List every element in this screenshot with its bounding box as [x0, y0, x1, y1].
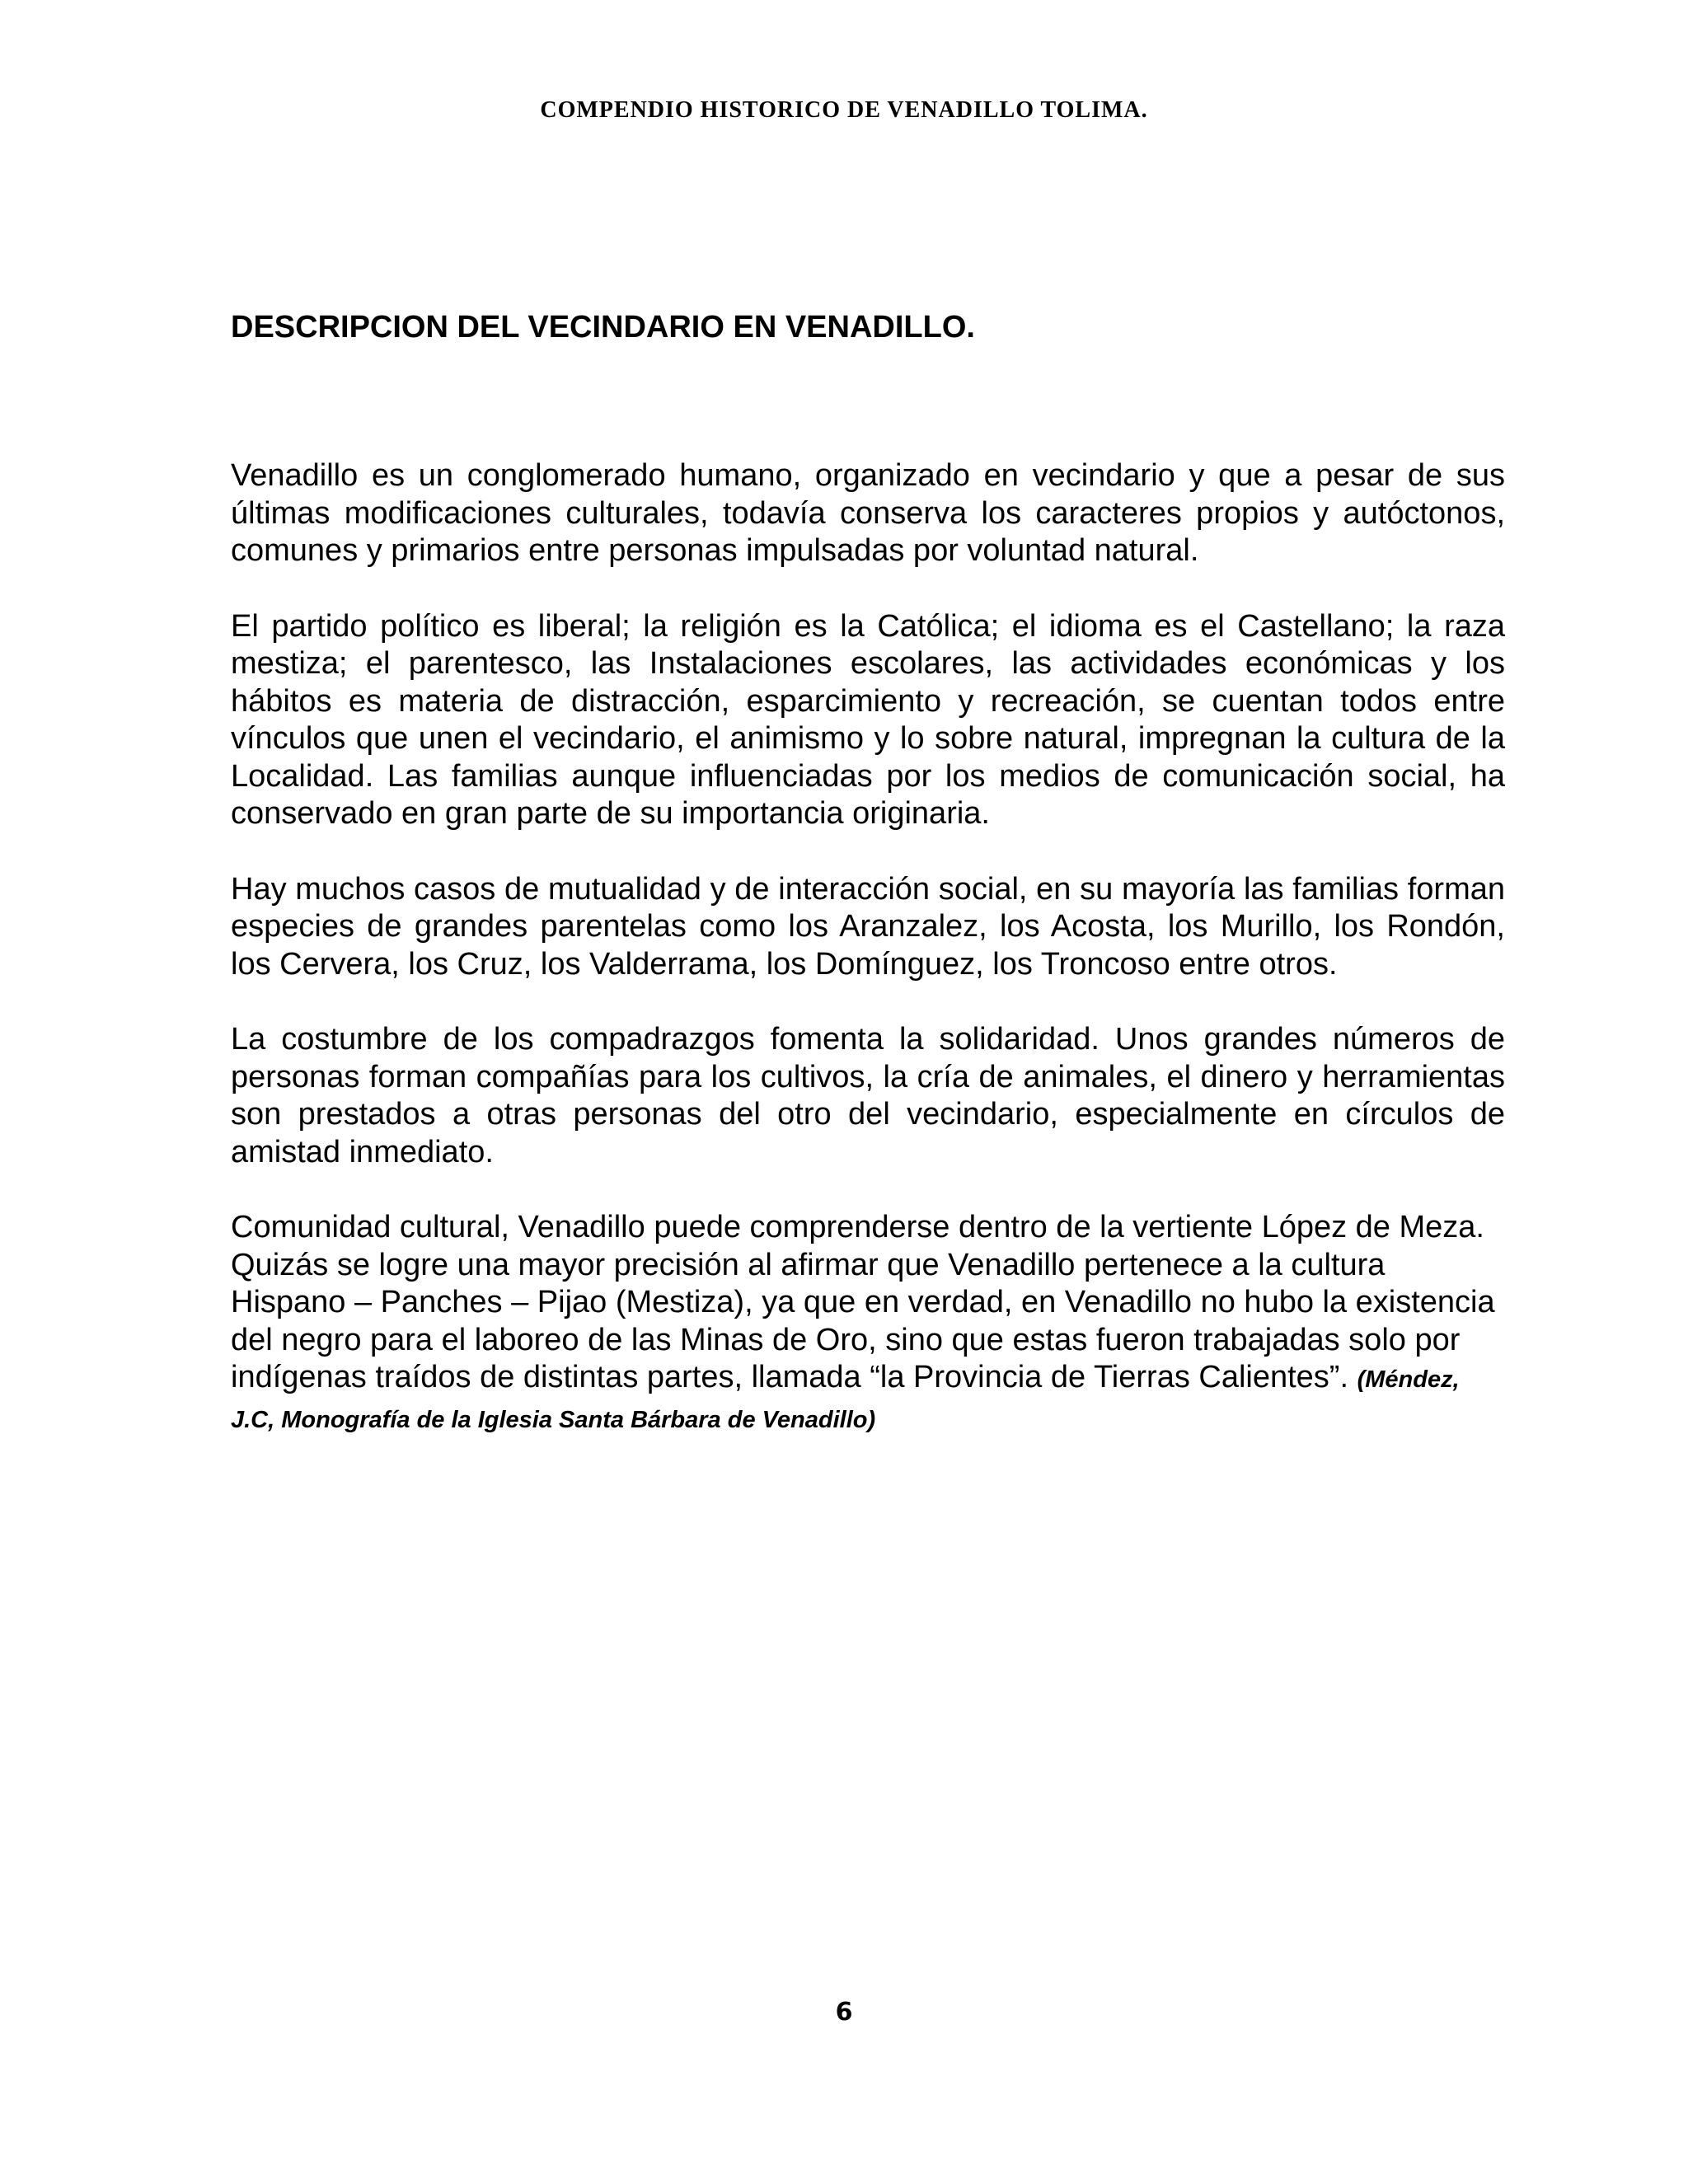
paragraph-4: La costumbre de los compadrazgos fomenta la solidaridad. Unos grandes números de personas forman compañías para los cultivos, la cría de animales, el dinero y herramientas son prestados a otras personas del otro del vecindario, especialmente en círculos de amistad inmediato. [231, 1022, 1505, 1169]
paragraph-5-text: Comunidad cultural, Venadillo puede comprenderse dentro de la vertiente López de Meza. Quizás se logre una mayor precisión al afirmar que Venadillo pertenece a la cultura Hispano – Panches – Pijao (Mestiza), ya que en verdad, en Venadillo no hubo la existencia del negro para el laboreo de las Minas de Oro, sino que estas fueron trabajadas solo por indígenas traídos de distintas partes, llamada “la Provincia de Tierras Calientes”. [231, 1210, 1495, 1394]
page-number: 6 [835, 1998, 853, 2027]
paragraph-3: Hay muchos casos de mutualidad y de interacción social, en su mayoría las familias forman especies de grandes parentelas como los Aranzalez, los Acosta, los Murillo, los Rondón, los Cervera, los Cruz, los Valderrama, los Domínguez, los Troncoso entre otros. [231, 871, 1505, 982]
paragraph-2: El partido político es liberal; la religión es la Católica; el idioma es el Castellano; la raza mestiza; el parentesco, las Instalaciones escolares, las actividades económicas y los hábitos es materia de distracción, esparcimiento y recreación, se cuentan todos entre vínculos que unen el vecindario, el animismo y lo sobre natural, impregnan la cultura de la Localidad. Las familias aunque influenciadas por los medios de comunicación social, ha conservado en gran parte de su importancia originaria. [231, 608, 1505, 831]
paragraph-5 [231, 1209, 1505, 1439]
body-text [231, 457, 1505, 1477]
section-title: DESCRIPCION DEL VECINDARIO EN VENADILLO. [231, 310, 975, 344]
citation: (Méndez, J.C, Monografía de la Iglesia Santa Bárbara de Venadillo) [231, 1366, 1460, 1433]
paragraph-1: Venadillo es un conglomerado humano, organizado en vecindario y que a pesar de sus últimas modificaciones culturales, todavía conserva los caracteres propios y autóctonos, comunes y primarios entre personas impulsadas por voluntad natural. [231, 458, 1505, 568]
running-header: COMPENDIO HISTORICO DE VENADILLO TOLIMA. [540, 97, 1148, 123]
